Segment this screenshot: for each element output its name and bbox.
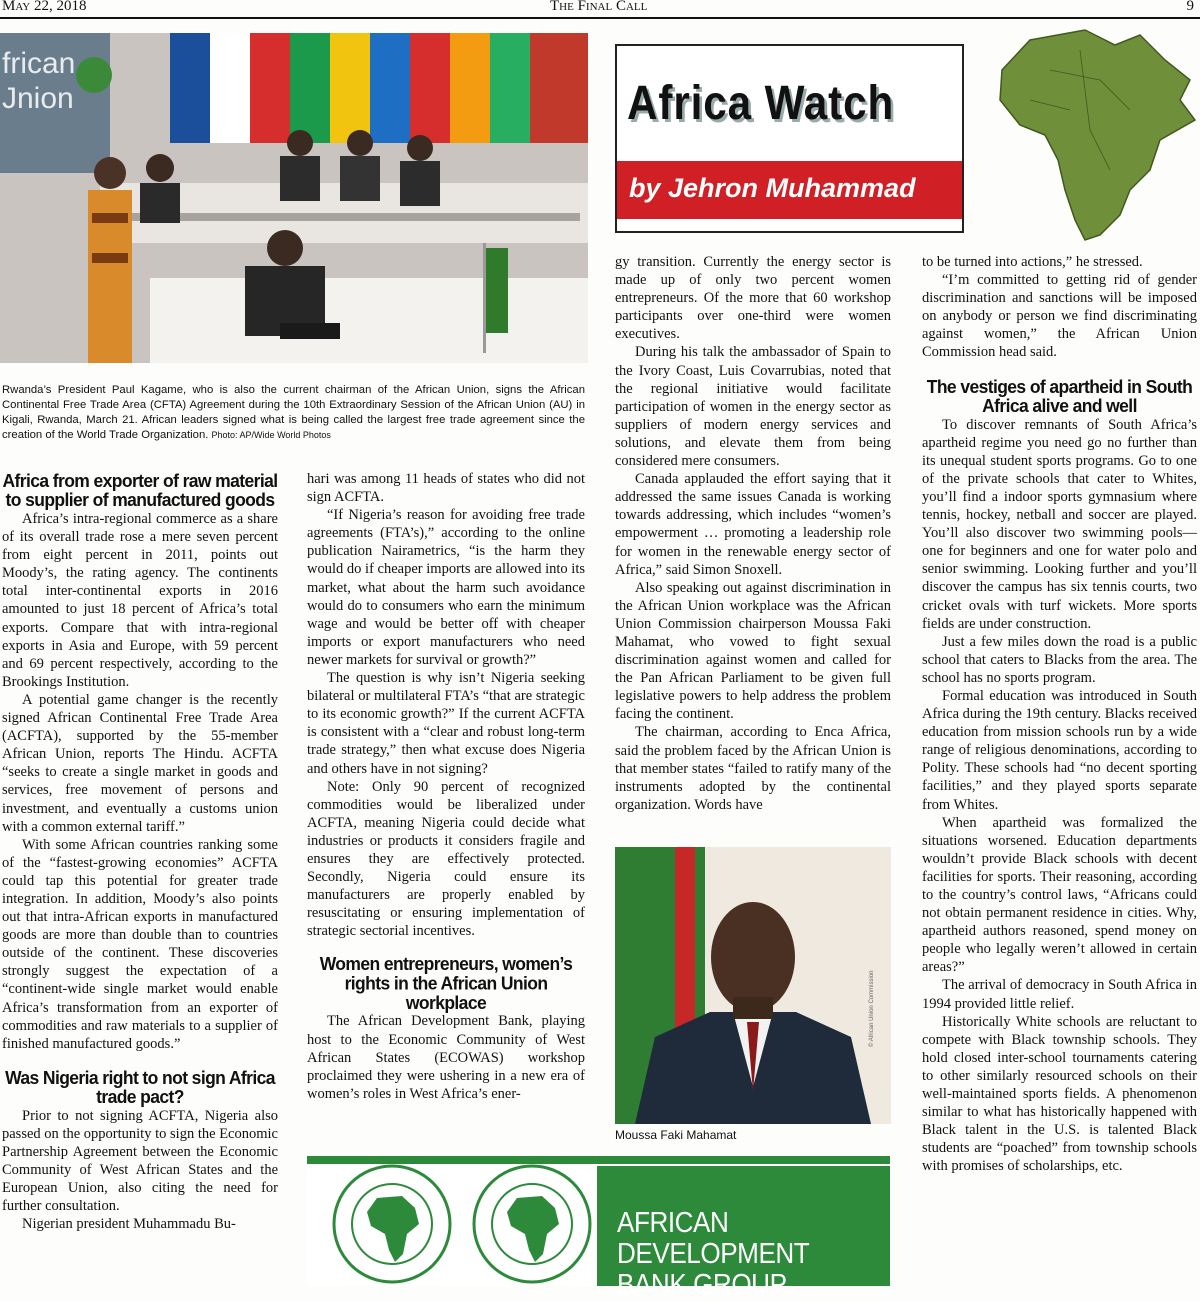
- portrait-caption: Moussa Faki Mahamat: [615, 1128, 737, 1142]
- paragraph: The arrival of democracy in South Africa in 1994 provided little relief.: [922, 977, 1197, 1012]
- column-title: Africa Watch: [627, 77, 895, 130]
- backdrop-text-line2: Jnion: [2, 82, 74, 115]
- backdrop-text-line1: frican: [2, 47, 76, 80]
- headline-nigeria: Was Nigeria right to not sign Africa trade pact?: [5, 1066, 275, 1108]
- paragraph: “If Nigeria’s reason for avoiding free trade agreements (FTA’s),” according to the online publication Nairametrics, “is the harm they would do if cheaper imports are allowed into its market, what about the harm such avoidance would do to consumers who earn the minimum wage and would be better off with cheaper imports or export manufacturers who need newer markets for survival or growth?”: [307, 507, 585, 668]
- adb-seal-icon: [334, 1166, 450, 1282]
- paragraph: Just a few miles down the road is a public school that caters to Blacks from the area. The school has no sports program.: [922, 633, 1197, 686]
- paragraph: Historically White schools are reluctant to compete with Black township schools. They hold closed inter-school tournaments catering to other similarly resourced schools on their well-maintained sports fields. A phenomenon similar to what has historically happened with Black talent in the U.S. is talented Black students are “poached” from township schools with promises of scholarships, etc.: [922, 1013, 1197, 1175]
- africa-watch-banner: [615, 44, 964, 233]
- issue-date: May 22, 2018: [2, 0, 87, 14]
- paragraph: Also speaking out against discrimination in the African Union workplace was the African Union Commission chairperson Moussa Faki Mahamat, who vowed to fight sexual discrimination against women and called for the Pan African Parliament to be given full legislative powers to help address the problem facing the continent.: [615, 579, 891, 723]
- paragraph: Canada applauded the effort saying that it addressed the same issues Canada is working towards addressing, which includes “women’s empowerment … promoting a leadership role for women in the renewable energy sector of Africa,” said Simon Snoxell.: [615, 471, 891, 578]
- publication-name: The Final Call: [550, 0, 648, 14]
- adb-name: [617, 1208, 863, 1301]
- article-column-3: [615, 253, 891, 814]
- page-header: [0, 0, 1200, 19]
- adb-name-line2: BANK GROUP: [617, 1269, 787, 1301]
- paragraph: Africa’s intra-regional commerce as a share of its overall trade rose a mere seven percent from eight percent in 2011, points out Moody’s, the rating agency. The continents total inter-continental exports in 2016 amounted to just 18 percent of Africa’s total exports. Compare that with intra-regional exports in Asia and Europe, with 59 percent and 69 percent respectively, according to the Brookings Institution.: [2, 511, 278, 690]
- paragraph: “I’m committed to getting rid of gender discrimination and sanctions will be imposed on anybody or person we find discriminating against women,” the African Union Commission head said.: [922, 272, 1197, 361]
- african-development-bank-ad: [307, 1156, 890, 1301]
- paragraph: When apartheid was formalized the situations worsened. Education departments wouldn’t provide Black schools with decent facilities for sports. Their reasoning, according to the country’s control laws, “Africans could not obtain permanent residence in cities. Why, apartheid authors reasoned, spend money on people who legally weren’t allowed in certain areas?”: [922, 814, 1197, 976]
- paragraph: To discover remnants of South Africa’s apartheid regime you need go no further than its unequal student sports programs. Go to one of the private schools that cater to Whites, you’ll find a indoor sports gymnasium where tennis, hockey, netball and soccer are played. You’ll also discover two swimming pools—one for beginners and one for water polo and senior swimming. Looking further and you’ll discover the campus has six tennis courts, two cricket ovals with turf wickets. More sports fields are under construction.: [922, 416, 1197, 632]
- paragraph: With some African countries ranking some of the “fastest-growing economies” ACFTA could tap this potential for greater trade integration. In addition, Moody’s also points out that intra-African exports in manufactured goods are more than double than to countries outside of the continent. These discoveries strongly suggest the expectation of a “continent-wide single market would enable Africa’s transformation from an exporter of commodities and raw materials to a supplier of finished manufactured goods.”: [2, 836, 278, 1052]
- paragraph: The question is why isn’t Nigeria seeking bilateral or multilateral FTA’s “that are strategic to its economic growth?” If the current ACFTA is consistent with a “clear and robust long-term trade strategy,” then what excuse does Nigeria and others have in not signing?: [307, 670, 585, 777]
- adf-seal-icon: [474, 1166, 590, 1282]
- kagame-signing-photo: [0, 33, 588, 363]
- paragraph: Formal education was introduced in South Africa during the 19th century. Blacks received education from mission schools run by a wide range of religious denominations, according to Polity. These schools had “no decent sporting facilities,” and they played sports separate from Whites.: [922, 687, 1197, 813]
- photo-credit: Photo: AP/Wide World Photos: [211, 430, 331, 440]
- headline-apartheid-vestiges: The vestiges of apartheid in South Africa alive and well: [926, 375, 1193, 417]
- paragraph: A potential game changer is the recently signed African Continental Free Trade Area (ACFTA), supported by the 55-member African Union, reports The Hindu. ACFTA “seeks to create a single market in goods and services, free movement of persons and investment, and eventually a customs union with a common external tariff.”: [2, 691, 278, 835]
- byline-bar: [617, 161, 962, 219]
- paragraph: Note: Only 90 percent of recognized commodities would be liberalized under ACFTA, meaning Nigeria could decide what industries or products it considers fragile and ensures they are effectively protected. Secondly, Nigeria could ensure its manufacturers are properly enabled by resuscitating or ensuring implementation of strategic sectorial incentives.: [307, 778, 585, 940]
- article-column-4: [922, 253, 1197, 1176]
- paragraph: Prior to not signing ACFTA, Nigeria also passed on the opportunity to sign the Economic Partnership Agreement between the Economic Community of West African States and the European Union, also citing the need for further consultation.: [2, 1107, 278, 1215]
- paragraph: to be turned into actions,” he stressed.: [922, 254, 1143, 270]
- top-photo-caption: [2, 383, 585, 443]
- africa-map-icon: [990, 20, 1200, 250]
- portrait-credit: © African Union Commission: [869, 970, 875, 1047]
- headline-women-entrepreneurs: Women entrepreneurs, women’s rights in the African Union workplace: [319, 953, 573, 1014]
- paragraph: During his talk the ambassador of Spain to the Ivory Coast, Luis Covarrubias, noted that the regional initiative would facilitate participation of women in the energy sector as suppliers of modern energy services and solutions, and elevate them from being considered mere consumers.: [615, 344, 891, 470]
- adb-name-line1: AFRICAN DEVELOPMENT: [617, 1207, 810, 1270]
- article-column-1: [2, 469, 278, 1233]
- moussa-faki-portrait: [615, 847, 891, 1124]
- byline: by Jehron Muhammad: [629, 173, 916, 203]
- paragraph: The African Development Bank, playing host to the Economic Community of West African States (ECOWAS) workshop proclaimed they were ushering in a new era of women’s roles in West Africa’s ener-: [307, 1013, 585, 1102]
- paragraph: The chairman, according to Enca Africa, said the problem faced by the African Union is that member states “failed to ratify many of the instruments adopted by the continental organization. Words have: [615, 724, 891, 813]
- paragraph: Nigerian president Muhammadu Bu-: [22, 1216, 236, 1233]
- page-number: 9: [1186, 0, 1194, 14]
- paragraph: gy transition. Currently the energy sector is made up of only two percent women entrepreneurs. Of the more that 60 workshop participants over one-third were women executives.: [615, 254, 891, 343]
- caption-text: Rwanda’s President Paul Kagame, who is also the current chairman of the African Union, signs the African Continental Free Trade Area (CFTA) Agreement during the 10th Extraordinary Session of the African Union (AU) in Kigali, Rwanda, March 21. African leaders signed what is being called the largest free trade agreement since the creation of the World Trade Organization.: [2, 384, 585, 441]
- article-column-2: [307, 470, 585, 1103]
- paragraph: hari was among 11 heads of states who did not sign ACFTA.: [307, 471, 585, 506]
- headline-africa-exporter: Africa from exporter of raw material to supplier of manufactured goods: [2, 469, 278, 511]
